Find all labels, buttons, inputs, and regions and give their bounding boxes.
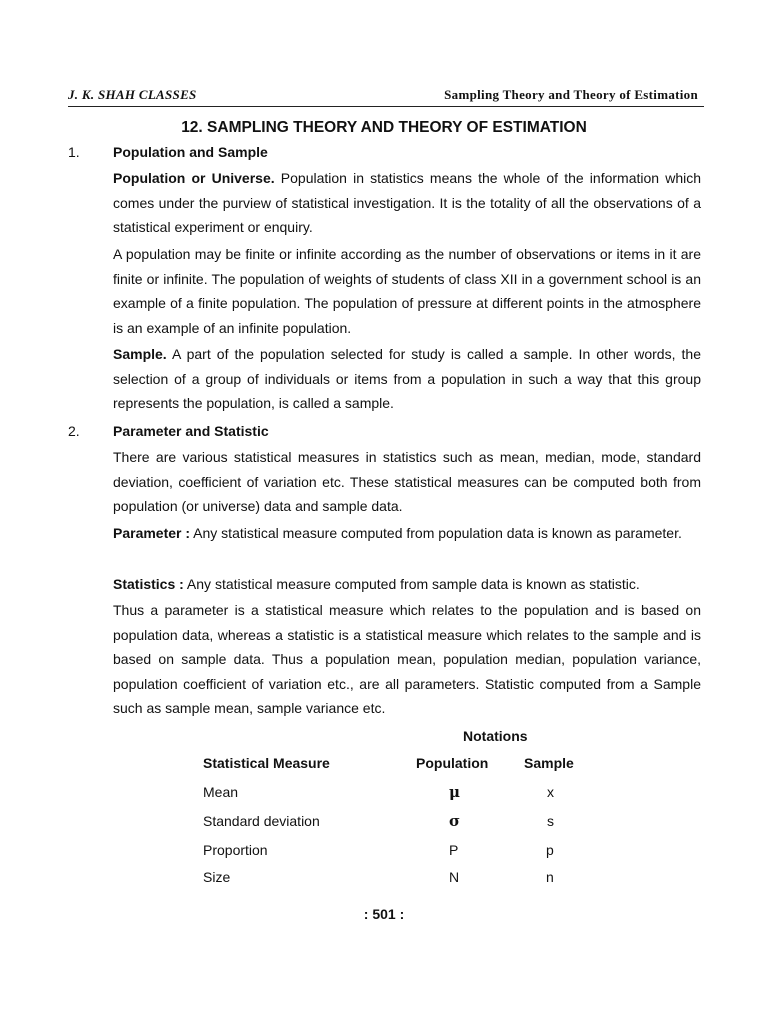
section-1-number: 1. (68, 144, 80, 160)
paragraph-text: There are various statistical measures in statistics such as mean, median, mode, standard deviation, coefficient of variation etc. These statistical measures can be computed both from population (or universe) data and sample data. (113, 449, 701, 515)
section-1-heading: Population and Sample (113, 144, 268, 160)
table-header-sample: Sample (524, 755, 574, 771)
term-statistics: Statistics : (113, 576, 184, 592)
paragraph-text: A population may be finite or infinite according as the number of observations or items in it are finite or infinite. The population of weights of students of class XII in a government school is an example of a finite population. The population of pressure at different points in the atmosphere is an example of an infinite population. (113, 246, 701, 336)
table-cell-population-symbol: σ (449, 812, 461, 830)
paragraph-parameter (113, 521, 701, 546)
paragraph-statistics (113, 572, 701, 597)
paragraph-population-universe (113, 166, 701, 240)
page-header (68, 84, 704, 107)
header-chapter-title: Sampling Theory and Theory of Estimation (444, 87, 698, 102)
paragraph-text: A part of the population selected for study is called a sample. In other words, the selection of a group of individuals or items from a population in such a way that this group represents the population, is called a sample. (113, 346, 701, 412)
paragraph-finite-infinite (113, 242, 701, 340)
notations-title: Notations (463, 728, 528, 744)
header-publisher: J. K. SHAH CLASSES (68, 87, 197, 102)
table-cell-measure: Proportion (203, 842, 268, 858)
paragraph-text: Any statistical measure computed from population data is known as parameter. (190, 525, 682, 541)
paragraph-text: Thus a parameter is a statistical measure which relates to the population and is based on population data, whereas a statistic is a statistical measure which relates to the sample and is based on sample data. Thus a population mean, population median, population variance, population coefficient of variation etc., are all parameters. Statistic computed from a Sample such as sample mean, sample variance etc. (113, 602, 701, 717)
table-cell-sample-symbol: x (547, 784, 554, 800)
term-parameter: Parameter : (113, 525, 191, 541)
paragraph-text: Population in statistics means the whole of the information which comes under the purview of statistical investigation. It is the totality of all the observations of a statistical experiment or enquiry. (113, 170, 701, 236)
term-sample: Sample. (113, 346, 167, 362)
page-number: : 501 : (363, 906, 405, 922)
table-cell-sample-symbol: s (547, 813, 554, 829)
table-cell-sample-symbol: n (546, 869, 554, 885)
paragraph-text: Any statistical measure computed from sample data is known as statistic. (183, 576, 640, 592)
section-2-heading: Parameter and Statistic (113, 423, 269, 439)
table-cell-population-symbol: P (449, 842, 459, 858)
paragraph-statistical-measures (113, 445, 701, 519)
paragraph-parameter-vs-statistic (113, 598, 701, 721)
table-cell-population-symbol: N (449, 869, 460, 885)
table-cell-measure: Size (203, 869, 231, 885)
chapter-title: 12. SAMPLING THEORY AND THEORY OF ESTIMATION (181, 119, 587, 136)
table-cell-population-symbol: μ (449, 783, 460, 801)
paragraph-sample (113, 342, 701, 416)
table-header-population: Population (416, 755, 489, 771)
table-cell-sample-symbol: p (546, 842, 554, 858)
table-header-measure: Statistical Measure (203, 755, 330, 771)
table-cell-measure: Standard deviation (203, 813, 320, 829)
table-cell-measure: Mean (203, 784, 239, 800)
section-2-number: 2. (68, 423, 80, 439)
term-population-universe: Population or Universe. (113, 170, 275, 186)
